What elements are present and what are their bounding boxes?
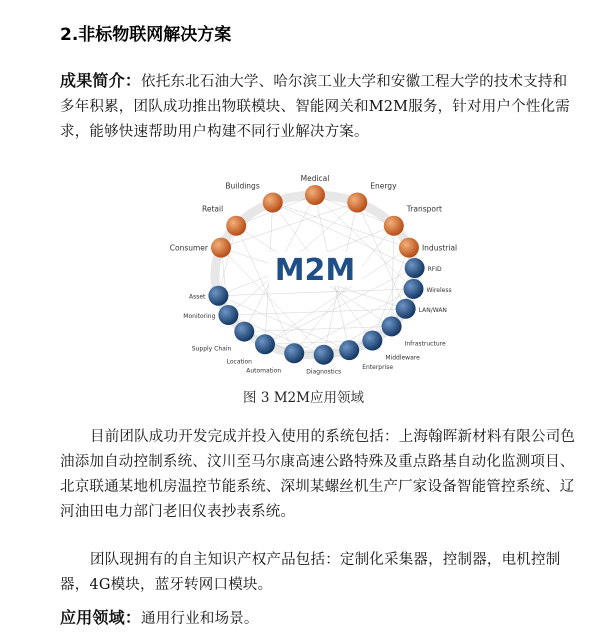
node-label-automation: Automation — [246, 367, 282, 375]
intro-label: 成果简介 — [60, 71, 125, 90]
node-middleware — [362, 331, 382, 351]
node-label-medical: Medical — [300, 174, 330, 183]
node-industrial — [399, 238, 419, 258]
intro-colon: ： — [124, 71, 142, 90]
intro-text: 依托东北石油大学、哈尔滨工业大学和安徽工程大学的技术支持和多年积累，团队成功推出物联模块、智能网关和M2M服务，针对用户个性化需求，能够快速帮助用户构建不同行业解决方案。 — [60, 74, 570, 140]
node-asset — [208, 286, 228, 306]
node-label-diagnostics: Diagnostics — [306, 368, 342, 376]
node-monitoring — [218, 305, 238, 325]
node-label-location: Location — [226, 358, 252, 366]
node-infrastructure — [382, 316, 402, 336]
figure-caption: 图 3 M2M应用领域 — [243, 390, 364, 406]
application-label: 应用领域 — [60, 608, 125, 627]
node-label-energy: Energy — [370, 181, 397, 191]
node-label-enterprise: Enterprise — [362, 364, 394, 372]
node-label-consumer: Consumer — [169, 243, 209, 253]
node-label-industrial: Industrial — [421, 243, 458, 253]
node-label-transport: Transport — [406, 204, 443, 214]
node-diagnostics — [314, 345, 334, 365]
node-label-wireless: Wireless — [426, 286, 452, 294]
node-location — [255, 334, 275, 354]
application-paragraph — [60, 605, 580, 632]
node-retail — [226, 216, 246, 236]
node-label-asset: Asset — [189, 293, 206, 301]
node-label-infrastructure: Infrastructure — [404, 340, 446, 348]
node-label-buildings: Buildings — [225, 181, 260, 191]
application-colon: ： — [124, 608, 142, 627]
node-lan-wan — [396, 299, 416, 319]
m2m-diagram — [160, 170, 470, 380]
node-label-supply-chain: Supply Chain — [191, 345, 232, 353]
node-label-lan-wan: LAN/WAN — [418, 306, 447, 314]
intro-paragraph — [60, 68, 580, 145]
node-rfid — [405, 258, 425, 278]
node-energy — [347, 192, 367, 212]
node-label-middleware: Middleware — [385, 354, 420, 362]
node-buildings — [263, 192, 283, 212]
node-label-monitoring: Monitoring — [183, 313, 216, 320]
node-transport — [384, 216, 404, 236]
node-consumer — [211, 238, 231, 258]
section-heading: 2.非标物联网解决方案 — [60, 25, 232, 45]
node-supply-chain — [234, 322, 254, 342]
systems-paragraph: 目前团队成功开发完成并投入使用的系统包括：上海翰晖新材料有限公司色油添加自动控制系统、汶川至马尔康高速公路特殊及重点路基自动化监测项目、北京联通某地机房温控节能系统、深圳某螺丝机生产厂家设备智能管控系统、辽河油田电力部门老旧仪表抄表系统。 — [60, 429, 576, 520]
m2m-center-label: M2M — [274, 253, 356, 288]
node-medical — [305, 185, 325, 205]
application-text: 通用行业和场景。 — [141, 611, 259, 627]
node-label-retail: Retail — [201, 204, 224, 214]
node-enterprise — [339, 340, 359, 360]
node-wireless — [403, 279, 423, 299]
node-label-rfid: RFID — [427, 266, 442, 274]
node-automation — [284, 343, 304, 363]
products-paragraph: 团队现拥有的自主知识产权产品包括：定制化采集器，控制器，电机控制器，4G模块，蓝牙转网口模块。 — [60, 552, 561, 593]
